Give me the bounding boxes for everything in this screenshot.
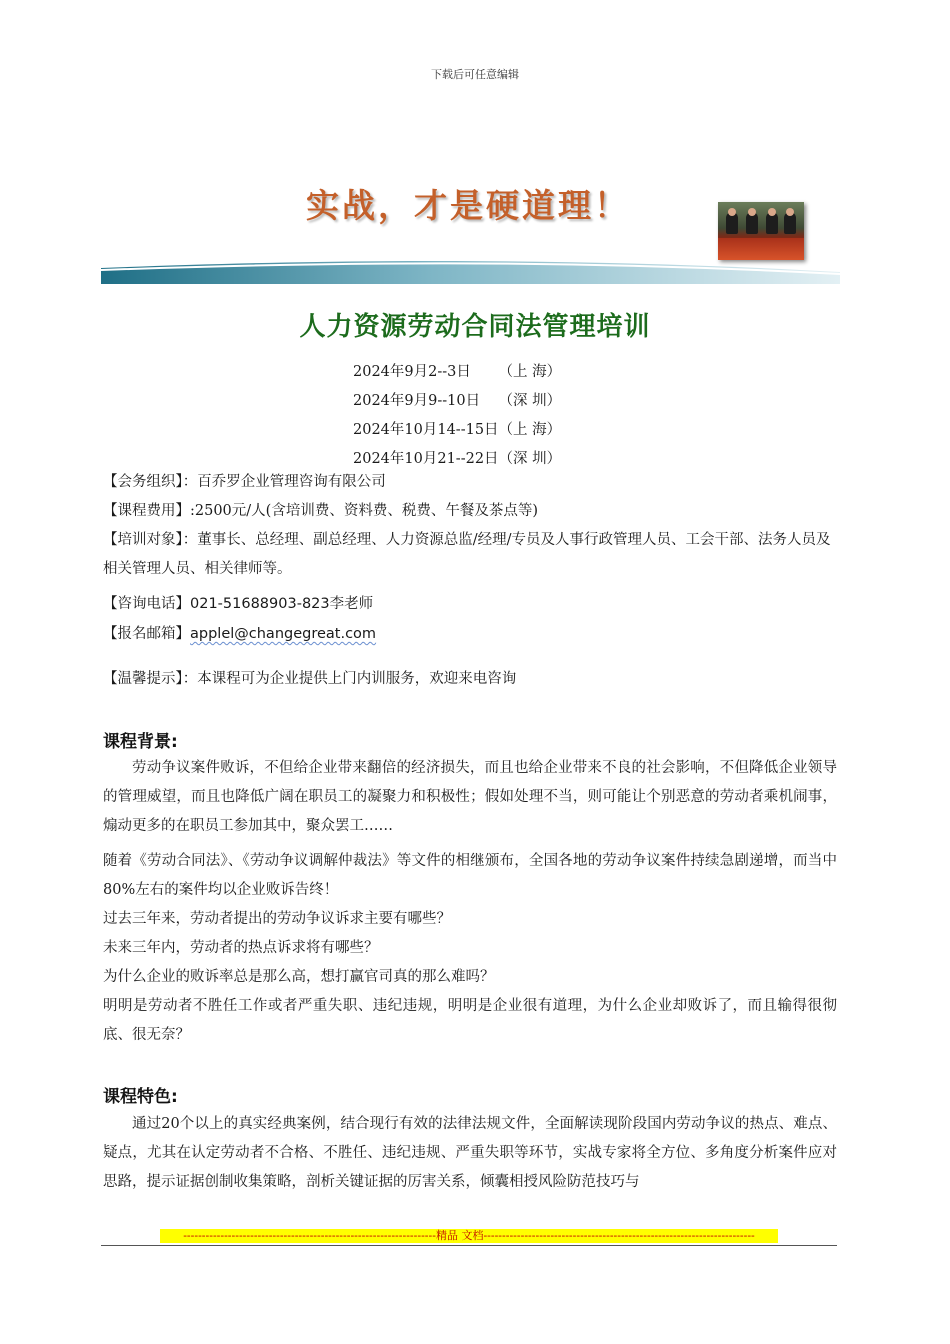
audience-line: 【培训对象】：董事长、总经理、副总经理、人力资源总监/经理/专员及人事行政管理人员、工会干部、法务人员及相关管理人员、相关律师等。 — [103, 532, 831, 577]
banner — [101, 172, 840, 284]
fee-line: 【课程费用】:2500元/人(含培训费、资料费、税费、午餐及茶点等) — [103, 503, 538, 519]
background-paragraph: 明明是劳动者不胜任工作或者严重失职、违纪违规，明明是企业很有道理，为什么企业却败诉了，而且输得很彻底、很无奈？ — [103, 998, 837, 1043]
background-paragraph: 劳动争议案件败诉，不但给企业带来翻倍的经济损失，而且也给企业带来不良的社会影响，不但降低企业领导的管理威望，而且也降低广阔在职员工的凝聚力和积极性；假如处理不当，则可能让个别恶意的劳动者乘机闹事，煽动更多的在职员工参加其中，聚众罢工…… — [103, 760, 837, 834]
background-paragraph: 未来三年内，劳动者的热点诉求将有哪些？ — [103, 940, 379, 956]
footer-banner: --------------------------------------------------------------------精品 文档------------------------------------------------------------------------- — [160, 1229, 778, 1243]
header-note: 下载后可任意编辑 — [431, 68, 519, 81]
email-label: 【报名邮箱】 — [103, 626, 190, 642]
background-paragraph: 为什么企业的败诉率总是那么高，想打赢官司真的那么难吗？ — [103, 969, 495, 985]
email-line — [103, 620, 843, 649]
features-heading: 课程特色: — [103, 1087, 178, 1107]
organizer-line: 【会务组织】：百乔罗企业管理咨询有限公司 — [103, 474, 386, 490]
banner-slogan: 实战，才是硬道理！ — [306, 186, 630, 225]
session-item: 2024年10月14--15日（上 海） — [353, 422, 562, 438]
background-paragraph: 随着《劳动合同法》、《劳动争议调解仲裁法》等文件的相继颁布，全国各地的劳动争议案件持续急剧递增，而当中80%左右的案件均以企业败诉告终！ — [103, 853, 837, 898]
tip-line: 【温馨提示】：本课程可为企业提供上门内训服务，欢迎来电咨询 — [103, 671, 517, 687]
features-paragraph: 通过20个以上的真实经典案例，结合现行有效的法律法规文件，全面解读现阶段国内劳动争议的热点、难点、疑点，尤其在认定劳动者不合格、不胜任、违纪违规、严重失职等环节，实战专家将全方位、多角度分析案件应对思路，提示证据创制收集策略，剖析关键证据的厉害关系，倾囊相授风险防范技巧与 — [103, 1116, 837, 1190]
email-link[interactable]: applel@changegreat.com — [190, 626, 377, 642]
background-paragraph: 过去三年来，劳动者提出的劳动争议诉求主要有哪些？ — [103, 911, 451, 927]
background-heading: 课程背景: — [103, 732, 178, 752]
session-item: 2024年9月2--3日 （上 海） — [353, 364, 562, 380]
footer-rule — [101, 1245, 837, 1246]
session-list — [353, 358, 561, 474]
session-item: 2024年9月9--10日 （深 圳） — [353, 393, 562, 409]
session-item: 2024年10月21--22日（深 圳） — [353, 451, 562, 467]
phone-line: 【咨询电话】021-51688903-823李老师 — [103, 596, 374, 612]
banner-swoosh — [101, 250, 840, 284]
page-title: 人力资源劳动合同法管理培训 — [299, 312, 651, 342]
